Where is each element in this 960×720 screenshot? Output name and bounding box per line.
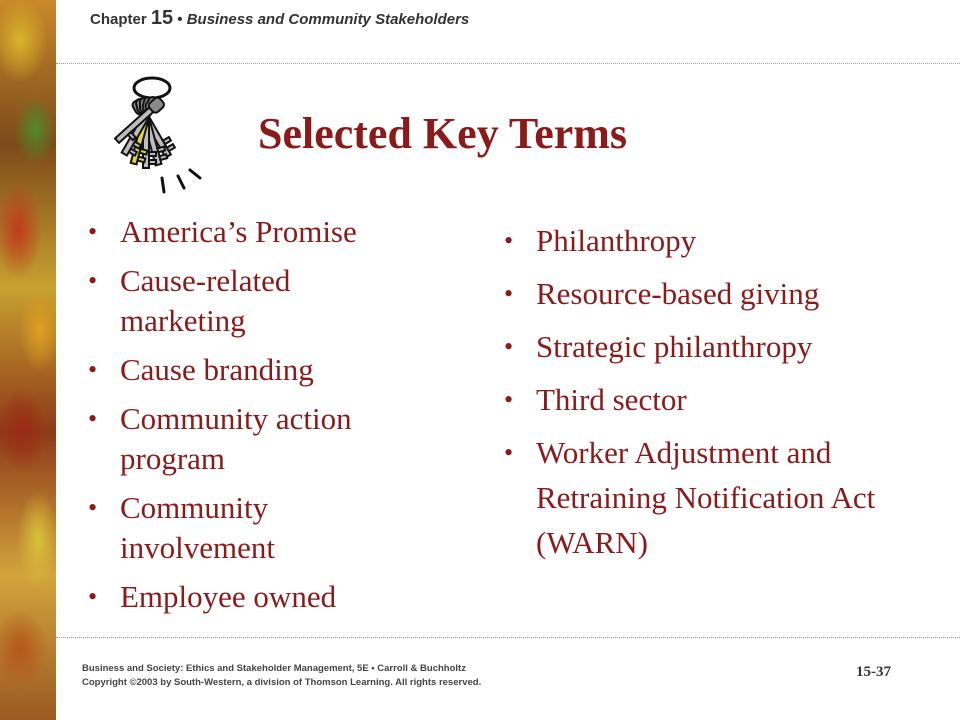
- keys-icon: [84, 70, 214, 200]
- list-item: [86, 261, 416, 341]
- page-number: 15-37: [856, 664, 891, 680]
- bullet-icon: •: [504, 332, 514, 361]
- term-label: America’s Promise: [120, 214, 357, 249]
- list-item: [86, 399, 416, 479]
- bullet-icon: •: [504, 279, 514, 308]
- term-label: Worker Adjustment and Retraining Notification Act (WARN): [536, 435, 876, 560]
- list-item: [86, 577, 416, 617]
- chapter-title: Business and Community Stakeholders: [186, 11, 470, 28]
- footer-line-book: Business and Society: Ethics and Stakeholder Management, 5E • Carroll & Buchholtz: [82, 663, 466, 674]
- right-term-list: [502, 218, 882, 573]
- left-term-list: [86, 212, 416, 626]
- term-label: Cause branding: [120, 352, 314, 387]
- top-divider: [56, 63, 960, 64]
- list-item: [502, 430, 882, 565]
- chapter-label: Chapter: [90, 11, 147, 28]
- footer-credits: [82, 662, 481, 690]
- list-item: [502, 271, 882, 316]
- term-label: Community action program: [120, 401, 352, 476]
- bullet-icon: •: [504, 226, 514, 255]
- list-item: [86, 212, 416, 252]
- term-label: Community involvement: [120, 490, 275, 565]
- term-label: Resource-based giving: [536, 276, 820, 311]
- bullet-icon: •: [88, 404, 98, 433]
- bullet-icon: •: [88, 266, 98, 295]
- list-item: [86, 488, 416, 568]
- footer-line-copyright: Copyright ©2003 by South-Western, a division of Thomson Learning. All rights reserved.: [82, 677, 482, 688]
- term-label: Strategic philanthropy: [536, 329, 813, 364]
- term-label: Cause-related marketing: [120, 263, 291, 338]
- bullet-icon: •: [88, 217, 98, 246]
- list-item: [502, 324, 882, 369]
- bullet-icon: •: [88, 582, 98, 611]
- term-label: Employee owned: [120, 579, 337, 614]
- slide-title: Selected Key Terms: [258, 109, 628, 158]
- chapter-header: [90, 7, 469, 30]
- header-separator: •: [173, 11, 187, 28]
- bullet-icon: •: [88, 355, 98, 384]
- list-item: [86, 350, 416, 390]
- bullet-icon: •: [504, 438, 514, 467]
- bottom-divider: [56, 637, 960, 638]
- bullet-icon: •: [88, 493, 98, 522]
- term-label: Philanthropy: [536, 223, 697, 258]
- chapter-number: 15: [150, 7, 174, 29]
- bullet-icon: •: [504, 385, 514, 414]
- list-item: [502, 377, 882, 422]
- decorative-side-strip: [0, 0, 56, 720]
- term-label: Third sector: [536, 382, 687, 417]
- list-item: [502, 218, 882, 263]
